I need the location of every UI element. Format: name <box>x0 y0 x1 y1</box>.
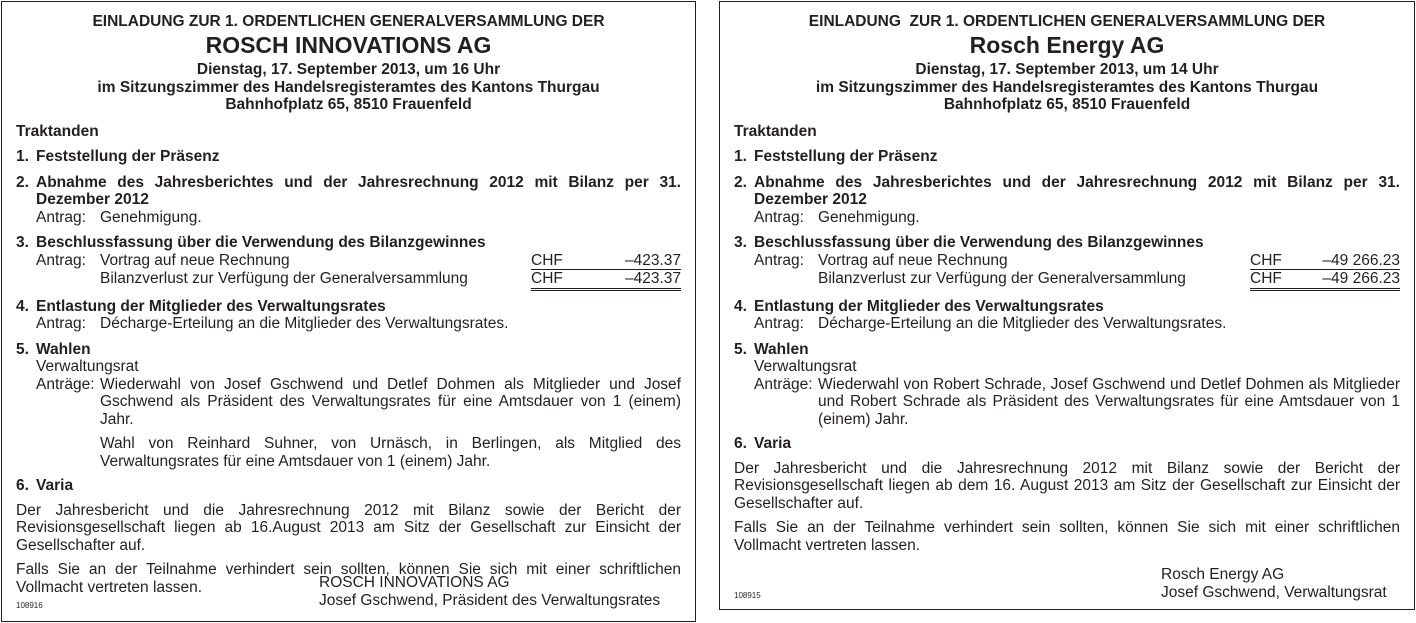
amount: –49 266.23 <box>1322 251 1400 269</box>
item-title: Feststellung der Präsenz <box>754 148 938 165</box>
document-availability-text: Der Jahresbericht und die Jahresrechnung 2012 mit Bilanz sowie der Bericht der Revisionsgesellschaft liegen ab dem 16. August 2013 am Sitz der Gesellschaft zur Einsicht der Gesellschafter auf. <box>734 459 1400 512</box>
item-subtitle: Verwaltungsrat <box>36 358 139 375</box>
reference-code: 108915 <box>734 591 761 600</box>
antrag-label: Antrag: <box>754 208 804 226</box>
antrag-text: Décharge-Erteilung an die Mitglieder des Verwaltungsrates. <box>818 315 1227 332</box>
item-number: 2. <box>734 173 747 191</box>
agenda-item-1 <box>16 148 681 166</box>
reference-code: 108916 <box>16 601 43 610</box>
antraege-label: Anträge: <box>754 375 813 393</box>
antrag-text: Genehmigung. <box>818 208 920 226</box>
agenda-item-4 <box>734 298 1400 333</box>
finance-row <box>818 252 1400 271</box>
item-number: 4. <box>734 297 747 315</box>
signature-company: Rosch Energy AG <box>1161 566 1285 583</box>
finance-desc: Vortrag auf neue Rechnung <box>100 251 290 269</box>
agenda-item-1 <box>734 148 1400 166</box>
amount: –423.37 <box>624 270 681 287</box>
amount: –49 266.23 <box>1322 270 1400 287</box>
finance-row <box>100 252 681 271</box>
item-number: 2. <box>16 173 29 191</box>
item-title: Wahlen <box>754 340 809 358</box>
item-number: 5. <box>734 340 747 358</box>
agenda-item-2 <box>734 174 1400 227</box>
agenda-item-5 <box>16 341 681 471</box>
antrag-label: Antrag: <box>36 251 86 269</box>
item-number: 3. <box>16 234 29 251</box>
item-number: 6. <box>734 435 747 452</box>
signature-company: ROSCH INNOVATIONS AG <box>319 574 510 591</box>
item-title: Varia <box>36 477 74 494</box>
agenda-item-2 <box>16 174 681 227</box>
amount: –423.37 <box>624 251 681 269</box>
agenda-item-4 <box>16 298 681 333</box>
notice-rosch-energy <box>719 1 1415 610</box>
antrag-label: Antrag: <box>754 315 804 332</box>
invitation-heading: EINLADUNG ZUR 1. ORDENTLICHEN GENERALVERSAMMLUNG DER <box>92 13 605 30</box>
agenda-item-3 <box>16 234 681 291</box>
item-title: Feststellung der Präsenz <box>36 148 220 165</box>
antrag-text: Genehmigung. <box>100 208 202 226</box>
item-number: 4. <box>16 297 29 315</box>
proxy-text: Falls Sie an der Teilnahme verhindert sein sollten, können Sie sich mit einer schriftlichen Vollmacht vertreten lassen. <box>16 561 681 596</box>
invitation-heading: EINLADUNG ZUR 1. ORDENTLICHEN GENERALVERSAMMLUNG DER <box>808 13 1326 30</box>
item-number: 1. <box>734 148 747 165</box>
finance-desc: Bilanzverlust zur Verfügung der Generalversammlung <box>100 270 468 287</box>
item-number: 5. <box>16 340 29 358</box>
meeting-place: im Sitzungszimmer des Handelsregisteramtes des Kantons Thurgau <box>815 78 1319 96</box>
agenda-title: Traktanden <box>16 122 99 140</box>
company-name: Rosch Energy AG <box>969 32 1165 58</box>
currency: CHF <box>1250 251 1282 269</box>
antraege-label: Anträge: <box>36 375 95 393</box>
item-title: Wahlen <box>36 340 91 358</box>
agenda-item-5 <box>734 341 1400 429</box>
meeting-place: im Sitzungszimmer des Handelsregisteramtes des Kantons Thurgau <box>97 78 600 96</box>
signature-person: Josef Gschwend, Verwaltungsrat <box>1161 584 1387 601</box>
item-title: Entlastung der Mitglieder des Verwaltungsrates <box>754 297 1104 315</box>
currency: CHF <box>1250 270 1282 287</box>
meeting-date: Dienstag, 17. September 2013, um 16 Uhr <box>196 61 501 78</box>
item-title: Abnahme des Jahresberichtes und der Jahresrechnung 2012 mit Bilanz per 31. Dezember 2012 <box>754 173 1400 208</box>
antrag-label: Antrag: <box>36 208 86 226</box>
election-proposal-1: Wiederwahl von Robert Schrade, Josef Gschwend und Detlef Dohmen als Mitglieder und Robert Schrade als Präsident des Verwaltungsrates für eine Amtsdauer von 1 (einem) Jahr. <box>818 375 1400 428</box>
item-number: 6. <box>16 477 29 494</box>
agenda-item-6 <box>16 477 681 495</box>
meeting-address: Bahnhofplatz 65, 8510 Frauenfeld <box>225 96 472 113</box>
item-title: Varia <box>754 435 792 452</box>
antrag-label: Antrag: <box>754 251 804 269</box>
meeting-date: Dienstag, 17. September 2013, um 14 Uhr <box>915 61 1219 78</box>
finance-desc: Bilanzverlust zur Verfügung der Generalversammlung <box>818 270 1186 287</box>
item-number: 1. <box>16 148 29 165</box>
notice-rosch-innovations <box>1 1 696 622</box>
antrag-text: Décharge-Erteilung an die Mitglieder des Verwaltungsrates. <box>100 315 509 332</box>
antrag-label: Antrag: <box>36 315 86 332</box>
meeting-address: Bahnhofplatz 65, 8510 Frauenfeld <box>943 96 1191 113</box>
agenda-title: Traktanden <box>734 122 817 140</box>
finance-desc: Vortrag auf neue Rechnung <box>818 251 1008 269</box>
proxy-text: Falls Sie an der Teilnahme verhindert sein sollten, können Sie sich mit einer schriftlichen Vollmacht vertreten lassen. <box>734 519 1400 554</box>
finance-row <box>100 270 681 291</box>
election-proposal-1: Wiederwahl von Josef Gschwend und Detlef Dohmen als Mitglieder und Josef Gschwend als Präsident des Verwaltungsrates für eine Amtsdauer von 1 (einem) Jahr. <box>100 375 681 428</box>
finance-row <box>818 270 1400 291</box>
agenda-item-3 <box>734 234 1400 291</box>
item-title: Beschlussfassung über die Verwendung des Bilanzgewinnes <box>36 234 486 251</box>
currency: CHF <box>531 251 563 269</box>
signature-block <box>1161 566 1387 602</box>
document-availability-text: Der Jahresbericht und die Jahresrechnung 2012 mit Bilanz sowie der Bericht der Revisionsgesellschaft liegen ab 16.August 2013 am Sitz der Gesellschaft zur Einsicht der Gesellschafter auf. <box>16 501 681 554</box>
item-title: Abnahme des Jahresberichtes und der Jahresrechnung 2012 mit Bilanz per 31. Dezember 2012 <box>36 173 681 208</box>
signature-person: Josef Gschwend, Präsident des Verwaltungsrates <box>319 592 661 609</box>
item-subtitle: Verwaltungsrat <box>754 358 857 375</box>
agenda-item-6 <box>734 435 1400 453</box>
company-name: ROSCH INNOVATIONS AG <box>205 32 492 58</box>
item-title: Beschlussfassung über die Verwendung des Bilanzgewinnes <box>754 234 1204 251</box>
item-title: Entlastung der Mitglieder des Verwaltungsrates <box>36 297 386 315</box>
currency: CHF <box>531 270 563 287</box>
item-number: 3. <box>734 234 747 251</box>
signature-block <box>319 574 660 610</box>
election-proposal-2: Wahl von Reinhard Suhner, von Urnäsch, in Berlingen, als Mitglied des Verwaltungsrates für eine Amtsdauer von 1 (einem) Jahr. <box>100 435 681 470</box>
